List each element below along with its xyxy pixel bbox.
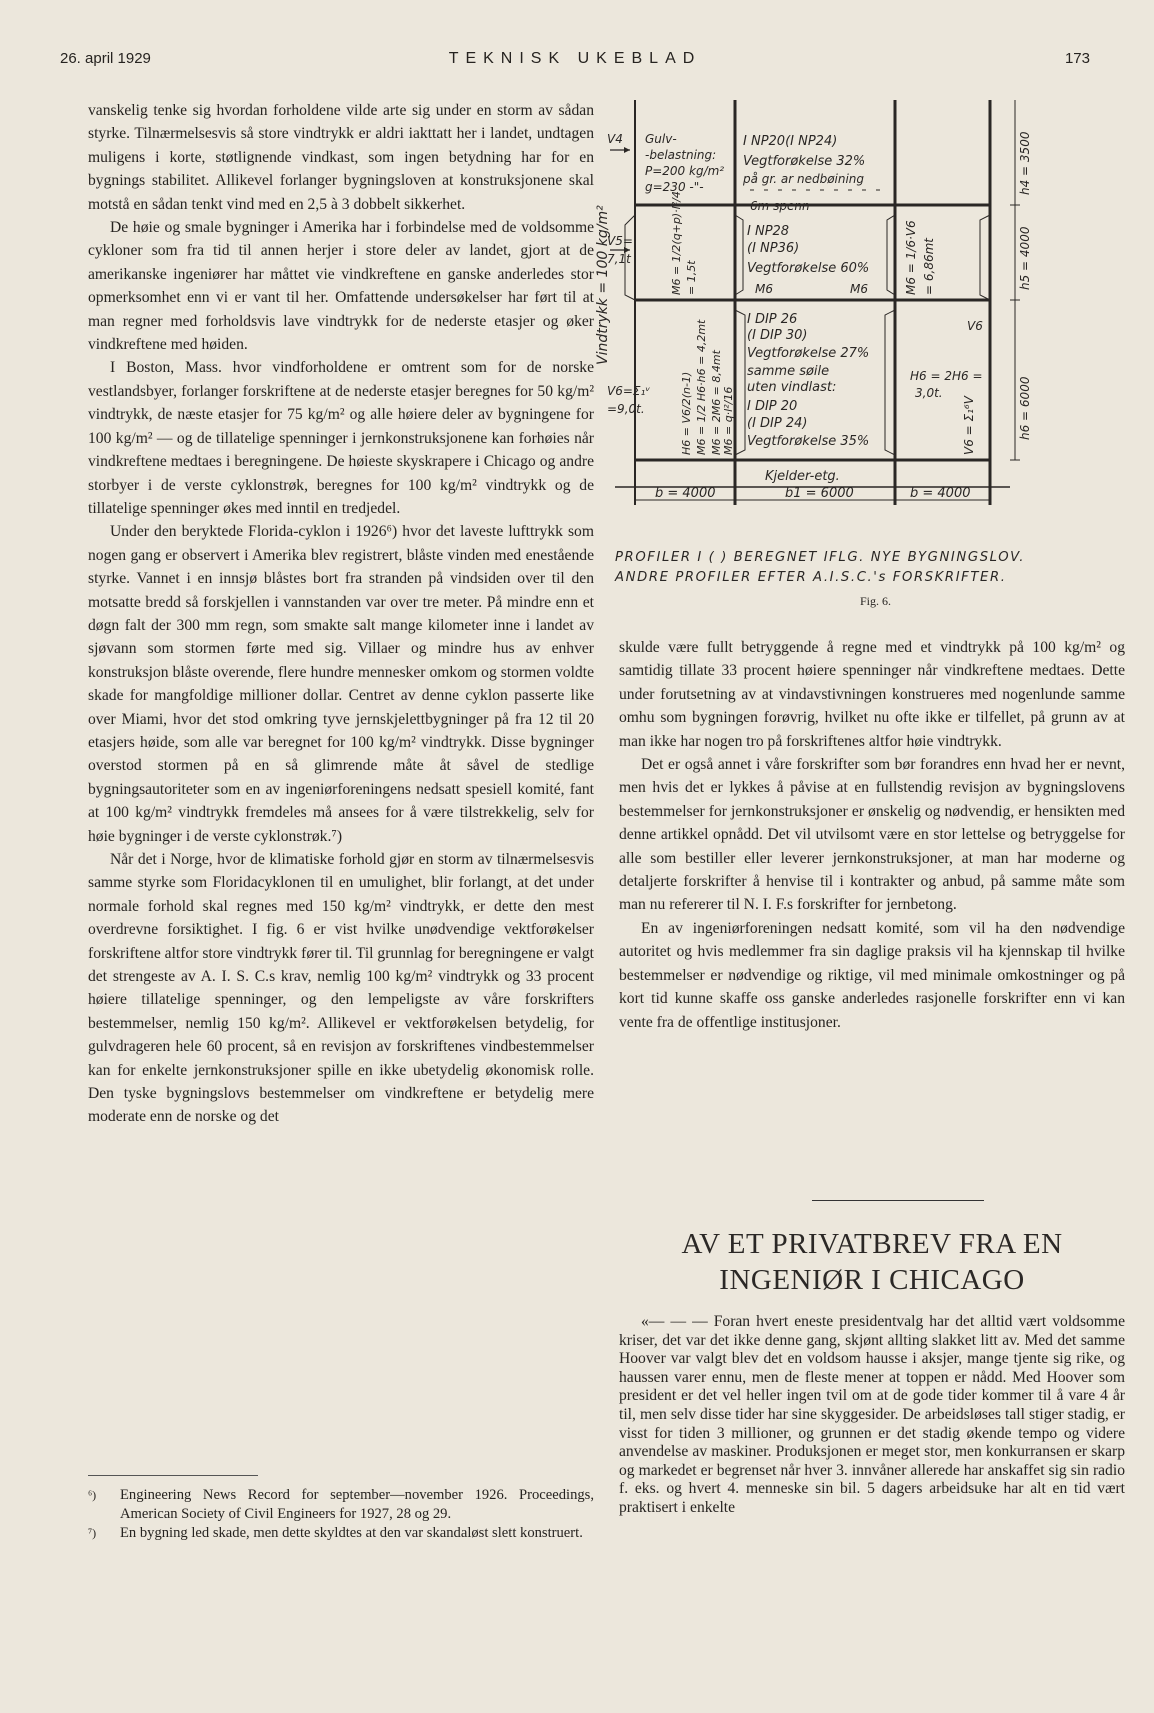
footnote-rule <box>88 1475 258 1476</box>
dimension-label: b = 4000 <box>910 486 971 501</box>
caption-line: ANDRE PROFILER EFTER A.I.S.C.'s FORSKRIFTER. <box>615 570 1007 585</box>
load-label: V6=Σ₁ᵛ <box>607 384 651 398</box>
paragraph: De høie og smale bygninger i Amerika har i forbindelse med de voldsomme cykloner som fra tid til annen herjer i store deler av landet, gjort at de amerikanske ingeniører har måttet vie vindkreftene en ganske anderledes stor opmerksomhet enn vi er vant til her. Omfattende undersøkelser har ført til at man regner med forholdsvis lave vindtrykk for de nederste etasjer og øker vindkreftene med høiden. <box>88 219 594 354</box>
paragraph: Når det i Norge, hvor de klimatiske forhold gjør en storm av tilnærmelsesvis samme styrke som Floridacyklonen til en umulighet, blir forlangt, at det under normale forhold skal regnes med 150 kg/m² vindtrykk, er dette den mest overdrevne forsiktighet. I fig. 6 er vist hvilke unødvendige vektforøkelser forskriftene altfor store vindtrykk fører til. Til grunnlag for beregningene er valgt det strengeste av A. I. S. C.s krav, nemlig 100 kg/m² vindtrykk og 33 procent høiere tillatelige spenninger, og den lempeligste av våre forskrifters bestemmelser, nemlig 150 kg/m². Allikevel er vektforøkelsen betydelig, for gulvdrageren hele 60 procent, så en revisjon av forskriftenes vindbestemmelser kan for enkelte jernkonstruksjoner spille en ikke ubetydelig økonomisk rolle. Den tyske bygningslovs bestemmelser om vindkreftene er betydelig mere moderate enn de norske og det <box>88 851 594 1126</box>
footnotes <box>88 1475 594 1544</box>
column-label: I DIP 26 <box>747 312 798 327</box>
beam-label: I NP28 <box>747 224 790 239</box>
page-number: 173 <box>1064 50 1090 67</box>
masthead: TEKNISK UKEBLAD <box>448 50 702 67</box>
formula-label: V6 = Σ₁⁶V <box>962 396 976 455</box>
dimension-label: h4 = 3500 <box>1018 131 1032 195</box>
issue-date: 26. april 1929 <box>60 50 151 67</box>
beam-label: M6 <box>850 282 868 296</box>
paragraph: En av ingeniørforeningen nedsatt komité, som vil ha den nødvendige autoritet og hvis medlemmer fra sin daglige praksis vil ha kjennskap til hvilke bestemmelser er nødvendige og riktige, vil med minimale omkostninger og på kort tid kunne skaffe oss ganske anderledes rasjonelle forskrifter enn vi kan vente fra de offentlige institusjoner. <box>619 919 1125 1031</box>
right-column <box>619 636 1125 1034</box>
load-label: 7,1t <box>607 252 631 266</box>
beam-label: Vegtforøkelse 60% <box>747 261 870 276</box>
beam-label: på gr. ar nedbøining <box>743 172 865 186</box>
load-label: P=200 kg/m² <box>645 164 725 178</box>
beam-label: M6 <box>755 282 773 296</box>
beam-label: 6m spenn <box>750 199 810 213</box>
section-title-line: INGENIØR I CHICAGO <box>719 1264 1025 1296</box>
formula-label: = 6,86mt <box>922 238 936 295</box>
paragraph: Under den beryktede Florida-cyklon i 1926⁶) hvor det laveste lufttrykk som nogen gang er observert i Amerika blev registrert, blåste vinden med enestående styrke. Vannet i en innsjø blåstes bort fra stranden på vindsiden over til den motsatte bredd så forskjellen i vannstanden var over tre meter. På mindre enn et døgn falt der 300 mm regn, som smakte salt mange kilometer inne i landet av sjøvann som stormen førte med sig. Villaer og mindre hus av enhver konstruksjon blåste overende, flere hundre mennesker omkom og stormen voldte skade for mangfoldige millioner dollar. Centret av denne cyklon passerte like over Miami, hvor det stod omkring tyve jernskjelettbygninger på fra 12 til 20 etasjers høide, som alle var beregnet for 100 kg/m² vindtrykk. Disse bygninger overstod stormen på en så glimrende måte åt såvel de stedlige bygningsautoriteter som en av ingeniørforeningens nedsatt spesiell komité, fant at 100 kg/m² vindtrykk fremdeles må ansees for å være tilstrekkelig, selv for høie bygninger i de verste cyklonstrøk.⁷) <box>88 523 594 845</box>
figure-caption <box>615 548 1130 588</box>
section-title-line: AV ET PRIVATBREV FRA EN <box>681 1228 1063 1260</box>
formula-label: H6 = 2H6 = <box>910 369 983 383</box>
formula-label: V6 <box>967 319 983 333</box>
letter-column <box>619 1313 1125 1518</box>
footnote <box>88 1486 594 1523</box>
footnote <box>88 1524 594 1543</box>
column-label: (I DIP 30) <box>747 328 808 343</box>
column-label: (I DIP 24) <box>747 416 808 431</box>
basement-label: Kjelder-etg. <box>765 469 840 484</box>
formula-label: = 1,5t <box>685 260 698 295</box>
figure-6-frame-diagram <box>595 95 1130 560</box>
formula-label: M6 = 1/2(q+p)·l²/4 <box>670 191 683 295</box>
footnote-mark: ⁶) <box>88 1488 97 1502</box>
caption-line: PROFILER I ( ) BEREGNET IFLG. NYE BYGNINGSLOV. <box>615 550 1026 565</box>
formula-label: M6 = 1/2 H6·h6 = 4,2mt <box>695 319 708 455</box>
load-label: V4 <box>607 132 623 146</box>
page-header <box>60 50 1090 74</box>
dimension-label: h6 = 6000 <box>1018 376 1032 440</box>
left-column <box>88 99 594 1129</box>
formula-label: M6 = q·l²/16 <box>722 386 735 455</box>
load-label: g=230 -"- <box>645 180 704 194</box>
column-label: Vegtforøkelse 27% <box>747 346 870 361</box>
column-label: Vegtforøkelse 35% <box>747 434 870 449</box>
load-label: =9,0t. <box>607 402 645 416</box>
load-label: -belastning: <box>645 148 717 162</box>
paragraph: skulde være fullt betryggende å regne med et vindtrykk på 100 kg/m² og samtidig tillate 33 procent høiere spenninger når vindkreftene medtaes. Dette under forutsetning av at vindavstivningen konstrueres med nogenlunde samme omhu som bygningen forøvrig, hvilket nu ofte ikke er tilfellet, på grunn av at man ikke har nogen tro på forskriftenes altfor høie vindtrykk. <box>619 639 1125 750</box>
beam-label: Vegtforøkelse 32% <box>743 154 866 169</box>
load-label: V5= <box>607 234 633 248</box>
paragraph: vanskelig tenke sig hvordan forholdene vilde arte sig under en storm av sådan styrke. Tilnærmelsesvis så store vindtrykk er aldri iakttatt her i landet, undtagen muligens i korte, støtlignende vindkast, som ingen betydning har for en bygnings stabilitet. Allikevel forlanger bygningsloven at konstruksjonene skal motstå en sådan tenkt vind med en 2,5 à 3 dobbelt sikkerhet. <box>88 102 594 213</box>
formula-label: 3,0t. <box>915 386 943 400</box>
formula-label: M6 = 1/6·V6 <box>904 220 918 295</box>
dimension-label: b1 = 6000 <box>785 486 854 501</box>
beam-label: (I NP36) <box>747 241 800 256</box>
section-title <box>619 1226 1125 1298</box>
load-label: Gulv- <box>645 132 677 146</box>
section-divider <box>812 1200 984 1201</box>
footnote-text: En bygning led skade, men dette skyldtes at den var skandaløst slett konstruert. <box>120 1525 583 1541</box>
formula-label: M6 = 2M6 = 8,4mt <box>710 350 723 455</box>
formula-label: H6 = V6/2(n-1) <box>680 371 693 455</box>
column-label: samme søile <box>747 364 830 379</box>
paragraph: Det er også annet i våre forskrifter som bør forandres enn hvad her er nevnt, men hvis det er lykkes å påvise at en fullstendig revisjon av bygningslovens bestemmelser for jernkonstruksjoner er ønskelig og nødvendig, er hensikten med denne artikkel opnådd. Det vil utvilsomt være en stor lettelse og betryggelse for alle som bestiller eller leverer jernkonstruksjoner, at man har moderne og detaljerte forskrifter å henvise til i kontrakter og anbud, på samme måte som man nu refererer til N. I. F.s forskrifter for jernbetong. <box>619 756 1125 914</box>
wind-pressure-label: Vindtrykk = 100 kg/m² <box>595 205 611 365</box>
dimension-label: b = 4000 <box>655 486 716 501</box>
footnote-mark: ⁷) <box>88 1526 97 1540</box>
frame-diagram <box>595 95 1130 560</box>
dimension-label: h5 = 4000 <box>1018 226 1032 290</box>
paragraph: «— — — Foran hvert eneste presidentvalg har det alltid vært voldsomme kriser, det var det ikke denne gang, skjønt allting slakket litt av. Med det samme Hoover var valgt blev det en voldsom hausse i aksjer, mange tjente sig rike, og haussen varer ennu, men de fleste mener at toppen er nådd. Med Hoover som president er det vel heller ingen tvil om at de gode tider kommer til å vare 4 år til, men selv disse tider har sine skyggesider. De arbeidsløses tall stiger stadig, er visst for tiden 3 millioner, og grunnen er det stadig økende tempo og videre anvendelse av maskiner. Produksjonen er meget stor, men konkurransen er skarp og markedet er begrenset når hver 3. innvåner allerede har anskaffet sig sin radio f. eks. og hvert 4. menneske sin bil. 5 dagers arbeidsuke har alt en tid vært praktisert i enkelte <box>619 1313 1125 1516</box>
beam-label: I NP20(I NP24) <box>743 134 838 149</box>
column-label: I DIP 20 <box>747 399 798 414</box>
footnote-text: Engineering News Record for september—november 1926. Proceedings, American Society of Civil Engineers for 1927, 28 og 29. <box>120 1487 594 1522</box>
column-label: uten vindlast: <box>747 380 837 395</box>
paragraph: I Boston, Mass. hvor vindforholdene er omtrent som for de norske vestlandsbyer, forlanger forskriftene at de nederste etasjer beregnes for 50 kg/m² vindtrykk, de næste etasjer for 75 kg/m² og alle høiere deler av bygningene for 100 kg/m² — og de tillatelige spenninger i jernkonstruksjonene kan forhøies når vindkreftene medtaes i beregningene. De høieste skyskrapere i Chicago og andre storbyer i de verste cyklonstrøk, beregnes for 100 kg/m² vindtrykk og de tillatelige spenninger økes med inntil en tredjedel. <box>88 359 594 517</box>
figure-label: Fig. 6. <box>860 594 892 608</box>
